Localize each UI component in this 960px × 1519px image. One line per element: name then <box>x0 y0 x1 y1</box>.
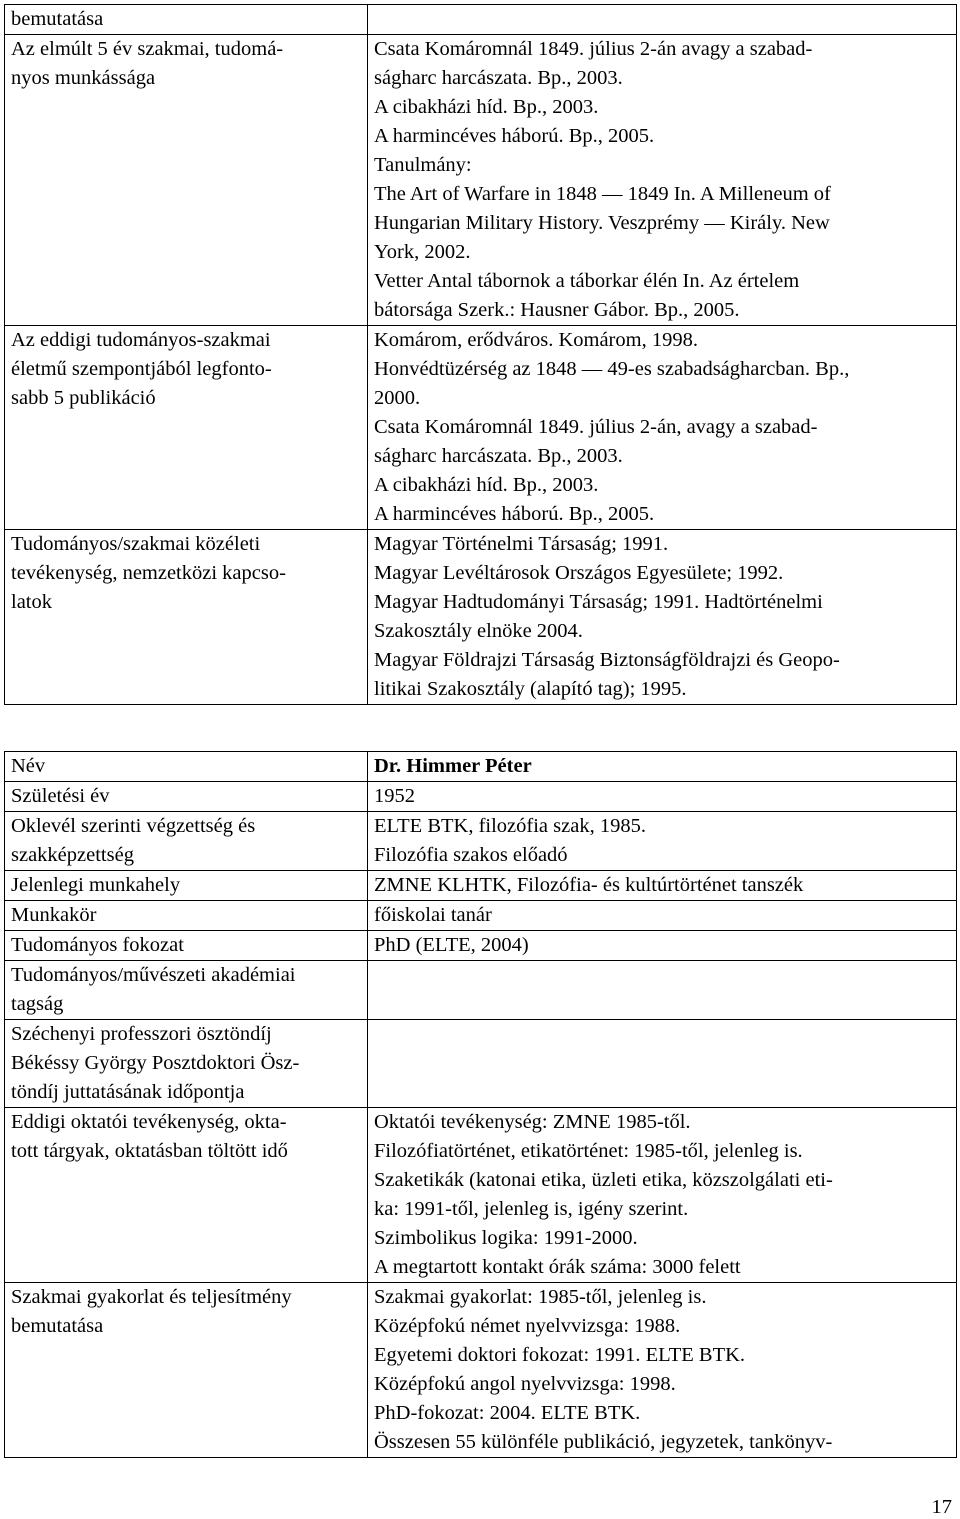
content-cell <box>368 35 957 326</box>
table-row-name <box>5 752 957 782</box>
label-cell <box>5 326 368 530</box>
label-line: Jelenlegi munkahely <box>11 874 181 896</box>
label-line: életmű szempontjából legfonto- <box>11 358 272 380</box>
label-line: Széchenyi professzori ösztöndíj <box>11 1023 272 1045</box>
content-line: Csata Komáromnál 1849. július 2-án, avagy a szabad- <box>374 416 818 438</box>
label-cell <box>5 1108 368 1283</box>
content-line: Magyar Földrajzi Társaság Biztonságföldrajzi és Geopo- <box>374 649 840 671</box>
content-cell <box>368 1020 957 1108</box>
name-label-cell <box>5 752 368 782</box>
content-line: Összesen 55 különféle publikáció, jegyzetek, tankönyv- <box>374 1431 833 1453</box>
content-line: A harmincéves háború. Bp., 2005. <box>374 125 655 147</box>
content-cell <box>368 782 957 812</box>
content-line: Magyar Levéltárosok Országos Egyesülete; 1992. <box>374 562 784 584</box>
content-line: Csata Komáromnál 1849. július 2-án avagy a szabad- <box>374 38 813 60</box>
label-line: tott tárgyak, oktatásban töltött idő <box>11 1140 288 1162</box>
label-cell <box>5 1020 368 1108</box>
content-cell <box>368 1108 957 1283</box>
content-cell <box>368 901 957 931</box>
content-line: York, 2002. <box>374 241 471 263</box>
content-line: bátorsága Szerk.: Hausner Gábor. Bp., 2005. <box>374 299 740 321</box>
label-cell <box>5 961 368 1020</box>
content-cell <box>368 931 957 961</box>
table-row <box>5 530 957 705</box>
label-line: bemutatása <box>11 1315 104 1337</box>
label-line: bemutatása <box>11 8 104 30</box>
content-line: Szakosztály elnöke 2004. <box>374 620 583 642</box>
content-cell <box>368 530 957 705</box>
content-line: Hungarian Military History. Veszprémy — Király. New <box>374 212 830 234</box>
name-label: Név <box>11 755 46 777</box>
label-cell <box>5 931 368 961</box>
content-line: 2000. <box>374 387 421 409</box>
content-cell <box>368 871 957 901</box>
label-cell <box>5 5 368 35</box>
label-line: Eddigi oktatói tevékenység, okta- <box>11 1111 287 1133</box>
name-value-cell <box>368 752 957 782</box>
table-row <box>5 961 957 1020</box>
content-line: Komárom, erődváros. Komárom, 1998. <box>374 329 698 351</box>
label-line: Az elmúlt 5 év szakmai, tudomá- <box>11 38 284 60</box>
content-line: A cibakházi híd. Bp., 2003. <box>374 474 599 496</box>
label-line: Munkakör <box>11 904 97 926</box>
content-line: A harmincéves háború. Bp., 2005. <box>374 503 655 525</box>
label-line: Oklevél szerinti végzettség és <box>11 815 256 837</box>
label-cell <box>5 782 368 812</box>
content-line: A megtartott kontakt órák száma: 3000 felett <box>374 1256 741 1278</box>
content-line: Szakmai gyakorlat: 1985-től, jelenleg is. <box>374 1286 707 1308</box>
career-table-previous <box>4 4 957 705</box>
career-table-himmer <box>4 751 957 1458</box>
label-line: Tudományos fokozat <box>11 934 184 956</box>
content-line: ka: 1991-től, jelenleg is, igény szerint. <box>374 1198 689 1220</box>
label-line: Tudományos/művészeti akadémiai <box>11 964 296 986</box>
table-row <box>5 1020 957 1108</box>
content-line: Honvédtüzérség az 1848 — 49-es szabadságharcban. Bp., <box>374 358 850 380</box>
content-line: PhD (ELTE, 2004) <box>374 934 529 956</box>
content-line: Oktatói tevékenység: ZMNE 1985-től. <box>374 1111 691 1133</box>
label-cell <box>5 35 368 326</box>
content-cell <box>368 1283 957 1458</box>
table-row <box>5 931 957 961</box>
label-line: nyos munkássága <box>11 67 156 89</box>
table-row <box>5 901 957 931</box>
table-row <box>5 5 957 35</box>
content-line: litikai Szakosztály (alapító tag); 1995. <box>374 678 687 700</box>
content-line: Vetter Antal tábornok a táborkar élén In. Az értelem <box>374 270 800 292</box>
content-line: Filozófiatörténet, etikatörténet: 1985-től, jelenleg is. <box>374 1140 803 1162</box>
table-row <box>5 1283 957 1458</box>
content-line: Magyar Hadtudományi Társaság; 1991. Hadtörténelmi <box>374 591 823 613</box>
content-line: The Art of Warfare in 1848 — 1849 In. A Milleneum of <box>374 183 831 205</box>
table-row <box>5 782 957 812</box>
table-row <box>5 812 957 871</box>
label-line: Születési év <box>11 785 110 807</box>
label-cell <box>5 1283 368 1458</box>
table-row <box>5 326 957 530</box>
label-line: tevékenység, nemzetközi kapcso- <box>11 562 286 584</box>
content-line: Középfokú angol nyelvvizsga: 1998. <box>374 1373 676 1395</box>
content-cell <box>368 812 957 871</box>
content-line: Tanulmány: <box>374 154 472 176</box>
name-value: Dr. Himmer Péter <box>374 755 532 777</box>
label-cell <box>5 901 368 931</box>
content-line: Magyar Történelmi Társaság; 1991. <box>374 533 669 555</box>
label-line: szakképzettség <box>11 844 134 866</box>
content-line: A cibakházi híd. Bp., 2003. <box>374 96 599 118</box>
content-line: Egyetemi doktori fokozat: 1991. ELTE BTK. <box>374 1344 746 1366</box>
table-row <box>5 35 957 326</box>
label-cell <box>5 530 368 705</box>
label-cell <box>5 871 368 901</box>
label-line: latok <box>11 591 52 613</box>
table-row <box>5 1108 957 1283</box>
content-line: ságharc harcászata. Bp., 2003. <box>374 67 623 89</box>
content-cell <box>368 326 957 530</box>
content-cell <box>368 961 957 1020</box>
label-line: Az eddigi tudományos-szakmai <box>11 329 271 351</box>
page-number: 17 <box>931 1496 952 1518</box>
label-line: töndíj juttatásának időpontja <box>11 1081 245 1103</box>
content-line: Középfokú német nyelvvizsga: 1988. <box>374 1315 681 1337</box>
content-line: ságharc harcászata. Bp., 2003. <box>374 445 623 467</box>
content-line: főiskolai tanár <box>374 904 492 926</box>
content-cell <box>368 5 957 35</box>
label-line: sabb 5 publikáció <box>11 387 156 409</box>
content-line: Szaketikák (katonai etika, üzleti etika, közszolgálati eti- <box>374 1169 833 1191</box>
content-line: Szimbolikus logika: 1991-2000. <box>374 1227 638 1249</box>
label-line: Békéssy György Posztdoktori Ösz- <box>11 1052 300 1074</box>
table-row <box>5 871 957 901</box>
label-line: tagság <box>11 993 64 1015</box>
label-cell <box>5 812 368 871</box>
content-line: 1952 <box>374 785 415 807</box>
content-line: ELTE BTK, filozófia szak, 1985. <box>374 815 646 837</box>
content-line: PhD-fokozat: 2004. ELTE BTK. <box>374 1402 641 1424</box>
content-line: Filozófia szakos előadó <box>374 844 568 866</box>
label-line: Tudományos/szakmai közéleti <box>11 533 261 555</box>
label-line: Szakmai gyakorlat és teljesítmény <box>11 1286 292 1308</box>
content-line: ZMNE KLHTK, Filozófia- és kultúrtörténet tanszék <box>374 874 804 896</box>
